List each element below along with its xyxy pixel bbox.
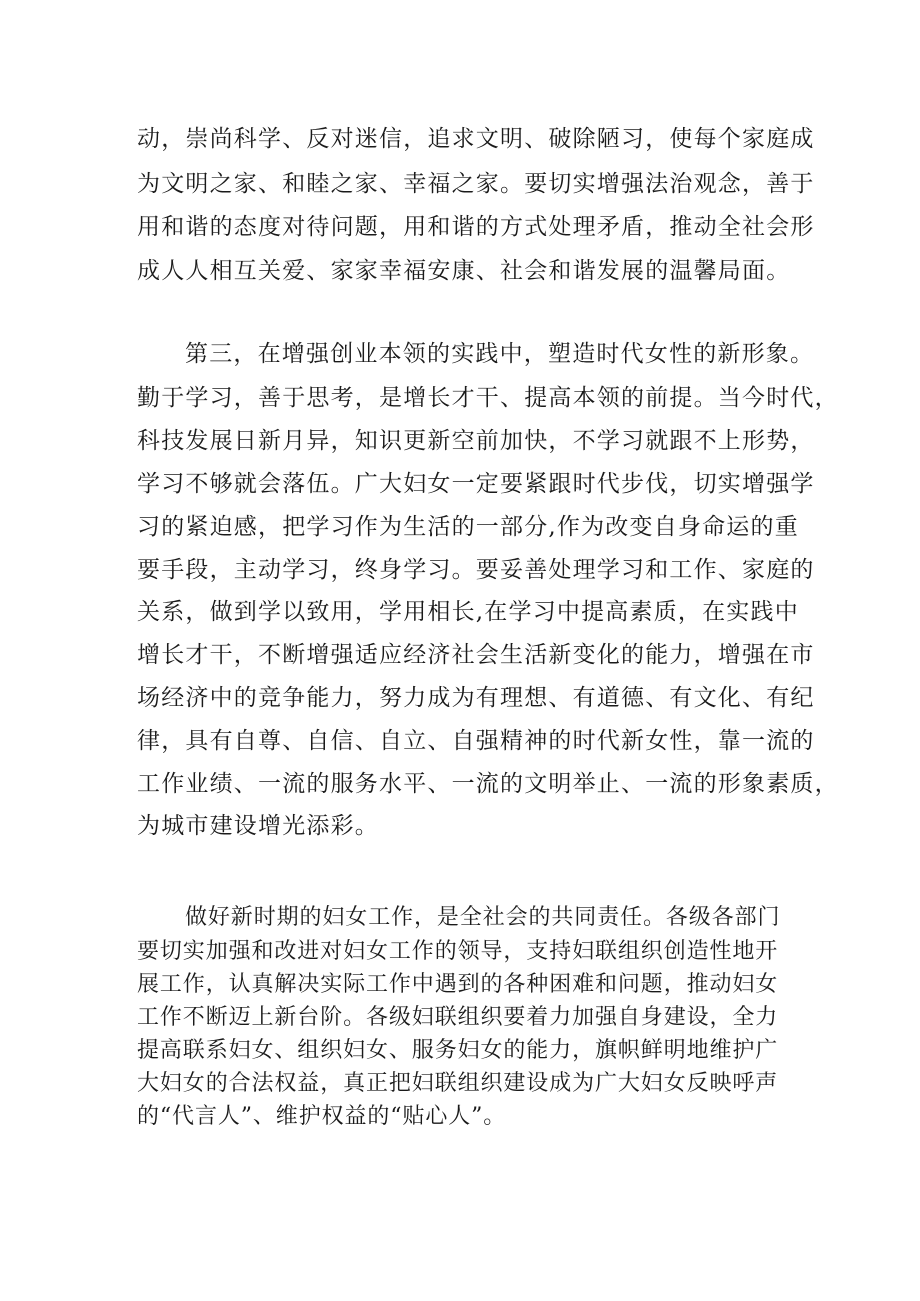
text-line: 学习不够就会落伍。广大妇女一定要紧跟时代步伐，切实增强学 bbox=[137, 471, 815, 497]
text-line: 要手段，主动学习，终身学习。要妥善处理学习和工作、家庭的 bbox=[137, 557, 815, 583]
text-line: 大妇女的合法权益，真正把妇联组织建设成为广大妇女反映呼声 bbox=[137, 1071, 779, 1096]
text-line: 成人人相互关爱、家家幸福安康、社会和谐发展的温馨局面。 bbox=[137, 258, 791, 284]
text-line: 工作不断迈上新台阶。各级妇联组织要着力加强自身建设，全力 bbox=[137, 1005, 779, 1030]
text-line: 工作业绩、一流的服务水平、一流的文明举止、一流的形象素质， bbox=[137, 771, 839, 797]
text-line: 展工作，认真解决实际工作中遇到的各种困难和问题，推动妇女 bbox=[137, 972, 779, 997]
text-line: 律，具有自尊、自信、自立、自强精神的时代新女性，靠一流的 bbox=[137, 728, 815, 754]
text-line: 要切实加强和改进对妇女工作的领导，支持妇联组织创造性地开 bbox=[137, 939, 779, 964]
text-line: 用和谐的态度对待问题，用和谐的方式处理矛盾，推动全社会形 bbox=[137, 214, 815, 240]
text-line: 为城市建设增光添彩。 bbox=[137, 813, 379, 839]
text-line: 做好新时期的妇女工作，是全社会的共同责任。各级各部门 bbox=[185, 905, 781, 930]
section-heading-line: 第三，在增强创业本领的实践中，塑造时代女性的新形象。 bbox=[185, 341, 815, 367]
text-line: 提高联系妇女、组织妇女、服务妇女的能力，旗帜鲜明地维护广 bbox=[137, 1038, 779, 1063]
text-line: 习的紧迫感，把学习作为生活的一部分,作为改变自身命运的重 bbox=[137, 514, 799, 540]
text-line: 勤于学习，善于思考，是增长才干、提高本领的前提。当今时代， bbox=[137, 385, 839, 411]
text-line: 增长才干，不断增强适应经济社会生活新变化的能力，增强在市 bbox=[137, 642, 815, 668]
text-line: 场经济中的竞争能力，努力成为有理想、有道德、有文化、有纪 bbox=[137, 685, 815, 711]
text-line: 科技发展日新月异，知识更新空前加快，不学习就跟不上形势， bbox=[137, 428, 815, 454]
text-line: 关系，做到学以致用，学用相长,在学习中提高素质，在实践中 bbox=[137, 599, 799, 625]
text-line: 的“代言人”、维护权益的“贴心人”。 bbox=[137, 1104, 507, 1129]
text-line: 为文明之家、和睦之家、幸福之家。要切实增强法治观念，善于 bbox=[137, 171, 815, 197]
text-line: 动，崇尚科学、反对迷信，追求文明、破除陋习，使每个家庭成 bbox=[137, 126, 815, 152]
